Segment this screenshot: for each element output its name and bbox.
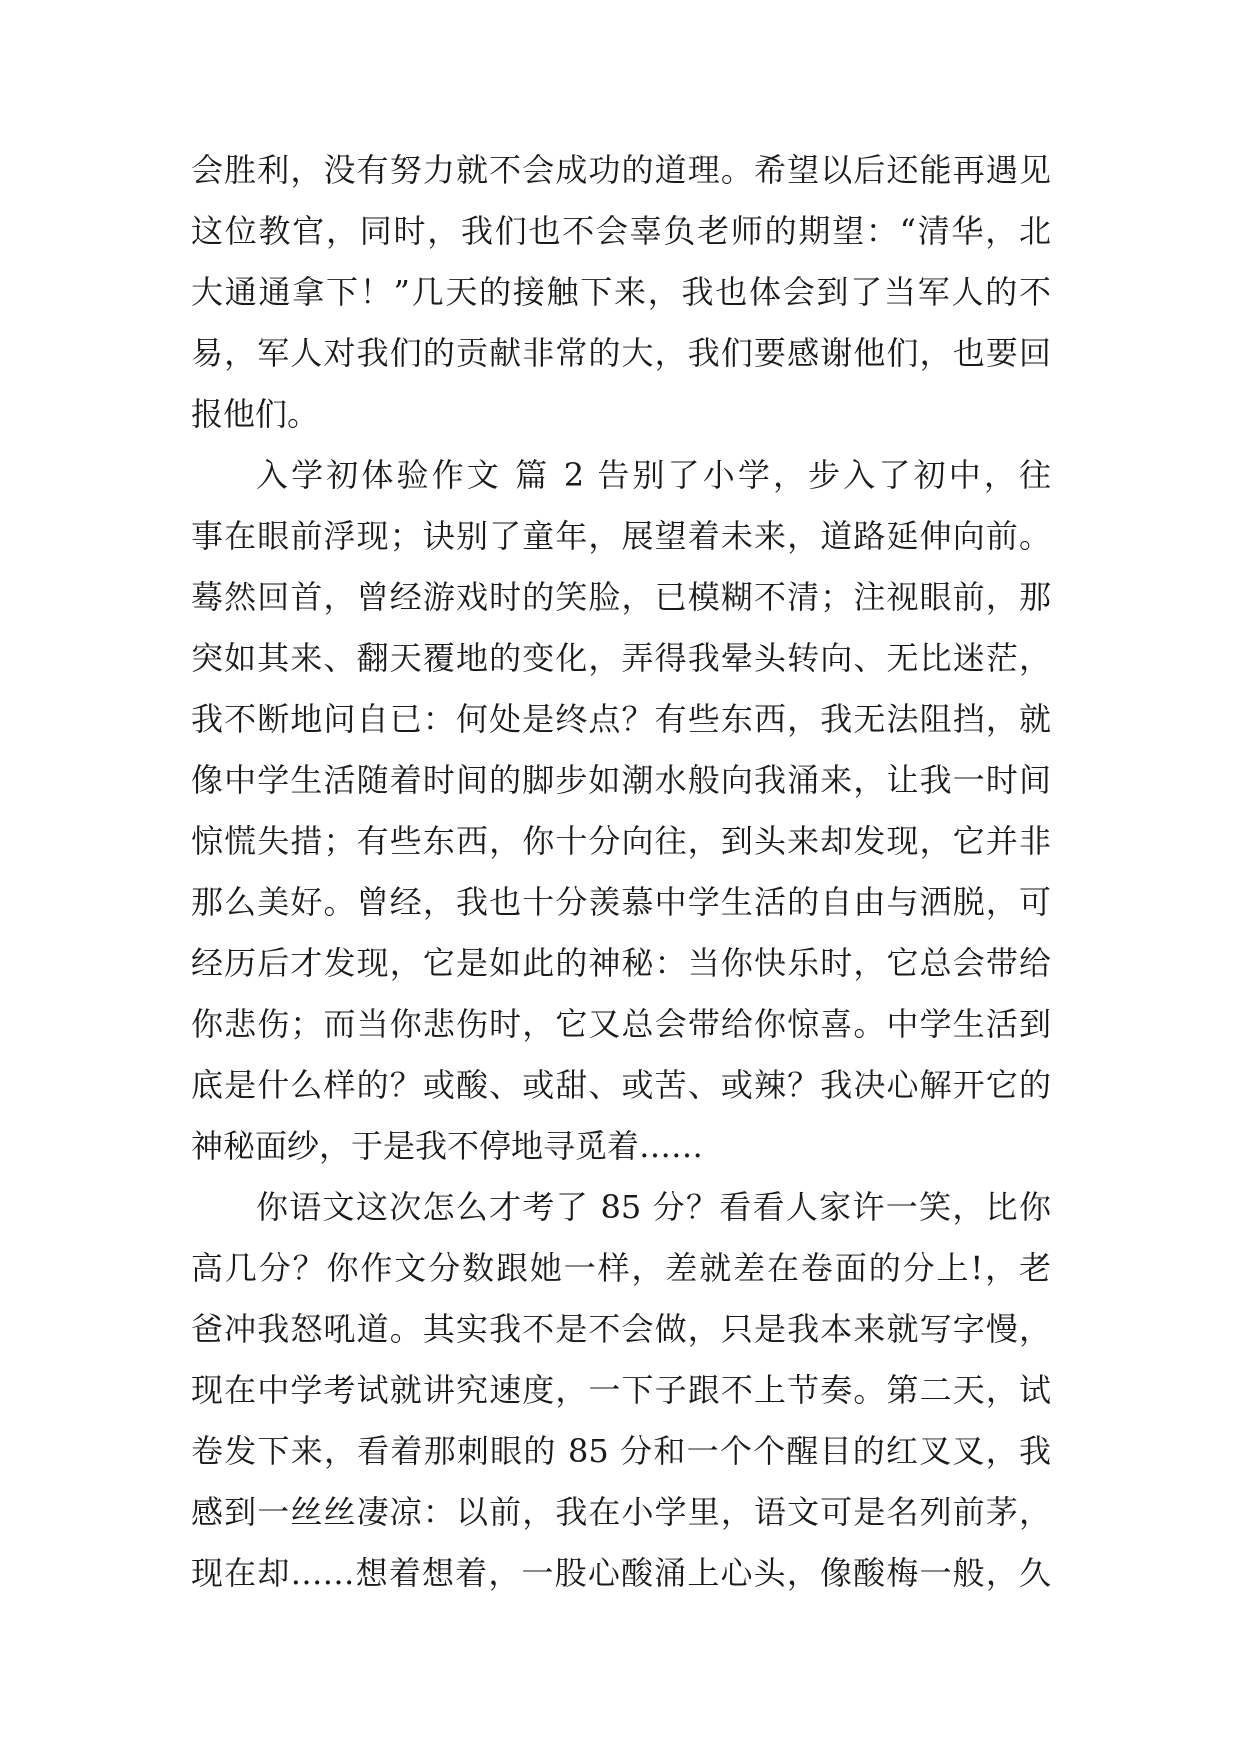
text-line-13: 那么美好。曾经，我也十分羡慕中学生活的自由与洒脱，可 [191, 883, 1051, 921]
text-line-19: 高几分？你作文分数跟她一样，差就差在卷面的分上!，老 [191, 1249, 1051, 1287]
text-line-21: 现在中学考试就讲究速度，一下子跟不上节奏。第二天，试 [191, 1371, 1051, 1409]
text-line-10: 我不断地问自已：何处是终点？有些东西，我无法阻挡，就 [191, 700, 1051, 738]
text-line-16: 底是什么样的？或酸、或甜、或苦、或辣？我决心解开它的 [191, 1066, 1051, 1104]
text-line-5: 报他们。 [191, 395, 320, 433]
text-line-4: 易，军人对我们的贡献非常的大，我们要感谢他们，也要回 [191, 334, 1051, 372]
text-line-23: 感到一丝丝凄凉：以前，我在小学里，语文可是名列前茅， [191, 1493, 1051, 1531]
text-line-8: 蓦然回首，曾经游戏时的笑脸，已模糊不清；注视眼前，那 [191, 578, 1051, 616]
text-line-1: 会胜利，没有努力就不会成功的道理。希望以后还能再遇见 [191, 151, 1051, 189]
text-line-18: 你语文这次怎么才考了 85 分？看看人家许一笑，比你 [256, 1188, 1051, 1226]
section-heading-line: 入学初体验作文 篇 2 告别了小学，步入了初中，往 [256, 456, 1051, 494]
text-line-2: 这位教官，同时，我们也不会辜负老师的期望：“清华，北 [191, 212, 1051, 250]
text-line-9: 突如其来、翻天覆地的变化，弄得我晕头转向、无比迷茫， [191, 639, 1051, 677]
text-line-12: 惊慌失措；有些东西，你十分向往，到头来却发现，它并非 [191, 822, 1051, 860]
text-line-20: 爸冲我怒吼道。其实我不是不会做，只是我本来就写字慢， [191, 1310, 1051, 1348]
text-line-14: 经历后才发现，它是如此的神秘：当你快乐时，它总会带给 [191, 944, 1051, 982]
text-line-24: 现在却……想着想着，一股心酸涌上心头，像酸梅一般，久 [191, 1554, 1051, 1592]
text-line-3: 大通通拿下！”几天的接触下来，我也体会到了当军人的不 [191, 273, 1051, 311]
text-line-15: 你悲伤；而当你悲伤时，它又总会带给你惊喜。中学生活到 [191, 1005, 1051, 1043]
text-line-7: 事在眼前浮现；诀别了童年，展望着未来，道路延伸向前。 [191, 517, 1051, 555]
text-line-22: 卷发下来，看着那刺眼的 85 分和一个个醒目的红叉叉，我 [191, 1432, 1051, 1470]
text-line-11: 像中学生活随着时间的脚步如潮水般向我涌来，让我一时间 [191, 761, 1051, 799]
text-line-17: 神秘面纱，于是我不停地寻觅着…… [191, 1127, 704, 1165]
